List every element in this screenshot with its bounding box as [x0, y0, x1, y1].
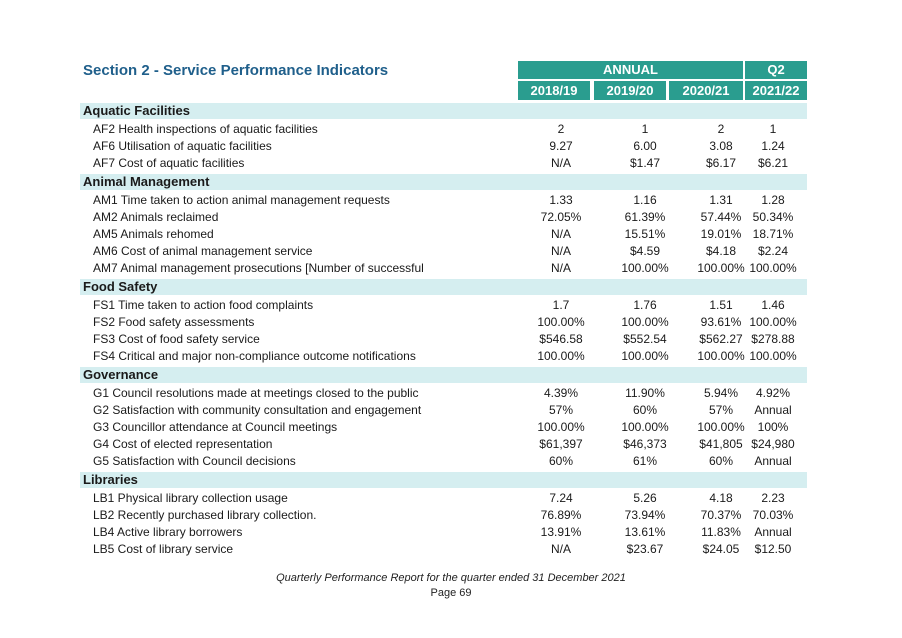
- indicator-value: 60%: [548, 454, 574, 468]
- indicator-row: [80, 155, 807, 172]
- page-number: Page 69: [430, 587, 472, 599]
- indicator-value: 11.90%: [625, 386, 665, 400]
- indicator-value: Annual: [754, 403, 792, 417]
- indicator-label: AM1 Time taken to action animal management requests: [93, 193, 390, 207]
- indicator-label: AM6 Cost of animal management service: [93, 244, 313, 258]
- indicator-value: 57%: [548, 403, 574, 417]
- indicator-table: [80, 101, 807, 558]
- indicator-label: LB2 Recently purchased library collection.: [93, 508, 317, 522]
- indicator-value: N/A: [550, 227, 571, 241]
- indicator-value: $4.59: [629, 244, 661, 258]
- indicator-value: 13.61%: [624, 525, 666, 539]
- indicator-value: $24,980: [751, 437, 795, 451]
- indicator-value: 18.71%: [752, 227, 794, 241]
- indicator-value: N/A: [550, 542, 571, 556]
- indicator-value: 1.16: [633, 193, 657, 207]
- indicator-value: 1.33: [549, 193, 573, 207]
- year-header-2019-20: 2019/20: [594, 81, 666, 100]
- indicator-value: 1.46: [761, 298, 785, 312]
- indicator-row: [80, 243, 807, 260]
- indicator-value: 2.23: [761, 491, 785, 505]
- indicator-value: $562.27: [699, 332, 743, 346]
- indicator-value: $6.21: [757, 156, 789, 170]
- indicator-value: 70.37%: [700, 508, 742, 522]
- indicator-value: 1: [641, 122, 649, 136]
- indicator-value: 57%: [708, 403, 734, 417]
- indicator-row: [80, 436, 807, 453]
- indicator-value: $12.50: [754, 542, 792, 556]
- indicator-value: 50.34%: [752, 210, 794, 224]
- footer-note: Quarterly Performance Report for the quarter ended 31 December 2021: [276, 572, 626, 584]
- indicator-value: 100.00%: [749, 349, 797, 363]
- indicator-value: 15.51%: [624, 227, 666, 241]
- indicator-row: [80, 419, 807, 436]
- indicator-value: 4.18: [709, 491, 733, 505]
- year-header-2021-22: 2021/22: [745, 81, 807, 100]
- indicator-label: AM5 Animals rehomed: [93, 227, 214, 241]
- indicator-value: 6.00: [633, 139, 657, 153]
- indicator-label: FS1 Time taken to action food complaints: [93, 298, 314, 312]
- category-header: Animal Management: [80, 174, 807, 190]
- indicator-value: $2.24: [757, 244, 789, 258]
- indicator-value: 1.51: [709, 298, 733, 312]
- indicator-value: $1.47: [629, 156, 661, 170]
- indicator-row: [80, 402, 807, 419]
- indicator-value: 61%: [632, 454, 658, 468]
- indicator-row: [80, 348, 807, 365]
- indicator-value: 100.00%: [537, 420, 585, 434]
- indicator-label: AF2 Health inspections of aquatic facilities: [93, 122, 318, 136]
- indicator-value: 4.39%: [543, 386, 579, 400]
- indicator-value: 70.03%: [752, 508, 794, 522]
- indicator-row: [80, 541, 807, 558]
- indicator-value: 76.89%: [540, 508, 582, 522]
- indicator-label: G4 Cost of elected representation: [93, 437, 273, 451]
- indicator-value: 1.76: [633, 298, 657, 312]
- indicator-value: 7.24: [549, 491, 573, 505]
- indicator-value: $61,397: [539, 437, 583, 451]
- indicator-label: AM7 Animal management prosecutions [Number of successful: [93, 261, 424, 275]
- indicator-value: 11.83%: [701, 525, 741, 539]
- indicator-row: [80, 192, 807, 209]
- indicator-value: 100%: [757, 420, 789, 434]
- indicator-value: 1.28: [761, 193, 785, 207]
- indicator-value: 2: [717, 122, 725, 136]
- indicator-row: [80, 507, 807, 524]
- indicator-value: 100.00%: [697, 349, 745, 363]
- indicator-value: 61.39%: [624, 210, 666, 224]
- indicator-value: 100.00%: [697, 261, 745, 275]
- indicator-row: [80, 226, 807, 243]
- indicator-label: FS3 Cost of food safety service: [93, 332, 260, 346]
- section-title: Section 2 - Service Performance Indicators: [83, 62, 389, 79]
- annual-header: ANNUAL: [518, 61, 743, 79]
- indicator-value: N/A: [550, 244, 571, 258]
- indicator-row: [80, 524, 807, 541]
- indicator-value: 60%: [708, 454, 734, 468]
- indicator-value: $4.18: [705, 244, 737, 258]
- indicator-row: [80, 453, 807, 470]
- indicator-value: 57.44%: [700, 210, 742, 224]
- q2-header: Q2: [745, 61, 807, 79]
- indicator-value: $546.58: [539, 332, 583, 346]
- indicator-value: $278.88: [751, 332, 795, 346]
- indicator-value: 1.7: [552, 298, 570, 312]
- indicator-value: 1.24: [761, 139, 785, 153]
- indicator-value: 60%: [632, 403, 658, 417]
- indicator-value: 100.00%: [621, 420, 669, 434]
- indicator-value: $24.05: [702, 542, 740, 556]
- indicator-value: 5.94%: [703, 386, 739, 400]
- year-header-2018-19: 2018/19: [518, 81, 590, 100]
- indicator-value: 19.01%: [700, 227, 742, 241]
- category-header: Governance: [80, 367, 807, 383]
- indicator-row: [80, 490, 807, 507]
- indicator-value: Annual: [754, 454, 792, 468]
- indicator-value: 72.05%: [540, 210, 582, 224]
- indicator-value: Annual: [754, 525, 792, 539]
- indicator-label: G5 Satisfaction with Council decisions: [93, 454, 296, 468]
- indicator-label: AM2 Animals reclaimed: [93, 210, 219, 224]
- indicator-label: G3 Councillor attendance at Council meetings: [93, 420, 338, 434]
- indicator-row: [80, 314, 807, 331]
- indicator-row: [80, 297, 807, 314]
- indicator-value: 2: [557, 122, 565, 136]
- indicator-value: $46,373: [623, 437, 667, 451]
- indicator-value: 5.26: [633, 491, 657, 505]
- indicator-value: 100.00%: [537, 349, 585, 363]
- indicator-value: 3.08: [709, 139, 733, 153]
- indicator-value: $6.17: [705, 156, 737, 170]
- indicator-value: $23.67: [626, 542, 664, 556]
- indicator-label: AF6 Utilisation of aquatic facilities: [93, 139, 272, 153]
- category-header: Aquatic Facilities: [80, 103, 807, 119]
- indicator-value: 73.94%: [624, 508, 666, 522]
- indicator-value: 4.92%: [755, 386, 791, 400]
- indicator-row: [80, 138, 807, 155]
- indicator-value: 100.00%: [749, 261, 797, 275]
- indicator-label: FS2 Food safety assessments: [93, 315, 255, 329]
- indicator-value: 1.31: [709, 193, 733, 207]
- indicator-value: N/A: [550, 156, 571, 170]
- indicator-value: 1: [769, 122, 777, 136]
- indicator-label: LB1 Physical library collection usage: [93, 491, 288, 505]
- indicator-value: 13.91%: [540, 525, 582, 539]
- indicator-label: G2 Satisfaction with community consultation and engagement: [93, 403, 422, 417]
- indicator-value: 93.61%: [700, 315, 742, 329]
- indicator-value: 100.00%: [621, 315, 669, 329]
- indicator-label: G1 Council resolutions made at meetings closed to the public: [93, 386, 419, 400]
- indicator-label: LB5 Cost of library service: [93, 542, 234, 556]
- indicator-label: FS4 Critical and major non-compliance outcome notifications: [93, 349, 416, 363]
- category-header: Libraries: [80, 472, 807, 488]
- category-header: Food Safety: [80, 279, 807, 295]
- indicator-row: [80, 331, 807, 348]
- indicator-row: [80, 209, 807, 226]
- indicator-value: 100.00%: [537, 315, 585, 329]
- indicator-value: 100.00%: [621, 349, 669, 363]
- year-header-2020-21: 2020/21: [669, 81, 743, 100]
- indicator-value: 100.00%: [697, 420, 745, 434]
- indicator-value: 100.00%: [621, 261, 669, 275]
- indicator-label: AF7 Cost of aquatic facilities: [93, 156, 245, 170]
- indicator-value: $41,805: [699, 437, 743, 451]
- indicator-label: LB4 Active library borrowers: [93, 525, 243, 539]
- indicator-value: N/A: [550, 261, 571, 275]
- indicator-row: [80, 385, 807, 402]
- indicator-value: $552.54: [623, 332, 667, 346]
- indicator-row: [80, 260, 807, 277]
- indicator-row: [80, 121, 807, 138]
- indicator-value: 100.00%: [749, 315, 797, 329]
- indicator-value: 9.27: [549, 139, 573, 153]
